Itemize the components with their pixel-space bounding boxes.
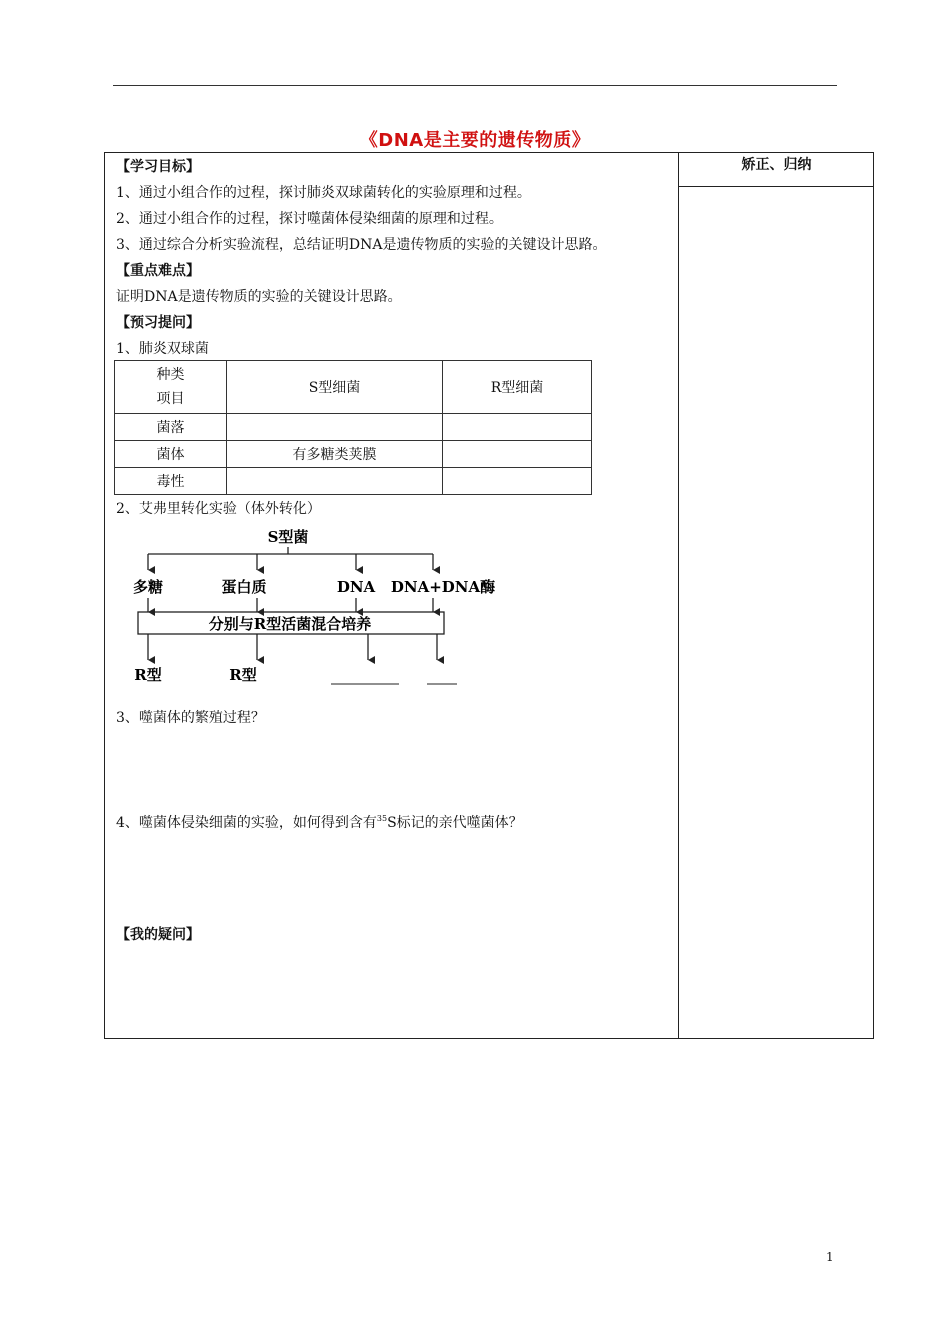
result-2: R型 [229, 666, 257, 684]
objective-2: 2、通过小组合作的过程，探讨噬菌体侵染细菌的原理和过程。 [116, 211, 503, 227]
header-rule [113, 85, 837, 86]
question-3: 3、噬菌体的繁殖过程？ [116, 710, 265, 726]
component-dna-dnase: DNA+DNA酶 [390, 578, 496, 596]
my-questions-heading: 【我的疑问】 [116, 927, 200, 943]
bacteria-table [114, 360, 592, 495]
col-header-r: R型细菌 [443, 361, 592, 414]
row-label: 毒性 [115, 468, 227, 495]
page-title: 《DNA是主要的遗传物质》 [359, 130, 591, 151]
component-dna: DNA [336, 578, 376, 596]
table-row [115, 468, 592, 495]
preview-heading: 【预习提问】 [116, 315, 200, 331]
key-points-text: 证明DNA是遗传物质的实验的关键设计思路。 [116, 289, 402, 305]
question-4: 4、噬菌体侵染细菌的实验，如何得到含有$^{35}$S标记的亲代噬菌体？ [116, 814, 523, 831]
objective-3: 3、通过综合分析实验流程，总结证明DNA是遗传物质的实验的关键设计思路。 [116, 237, 607, 253]
column-divider [678, 152, 679, 1039]
side-column-header: 矫正、归纳 [679, 152, 874, 187]
component-protein: 蛋白质 [221, 578, 267, 596]
key-points-heading: 【重点难点】 [116, 263, 200, 279]
objectives-heading: 【学习目标】 [116, 159, 200, 175]
cell-s [227, 414, 443, 441]
avery-experiment-diagram [110, 522, 510, 692]
culture-label: 分别与R型活菌混合培养 [208, 615, 372, 633]
cell-s: 有多糖类荚膜 [227, 441, 443, 468]
row-label: 菌体 [115, 441, 227, 468]
col-header-s: S型细菌 [227, 361, 443, 414]
question-2: 2、艾弗里转化实验（体外转化） [116, 501, 321, 517]
cell-s [227, 468, 443, 495]
cell-r [443, 468, 592, 495]
table-corner: 种类 项目 [115, 361, 227, 414]
objective-1: 1、通过小组合作的过程，探讨肺炎双球菌转化的实验原理和过程。 [116, 185, 531, 201]
diagram-source-label: S型菌 [267, 528, 309, 546]
question-1: 1、肺炎双球菌 [116, 341, 209, 357]
component-polysaccharide: 多糖 [132, 578, 164, 596]
cell-r [443, 414, 592, 441]
page-number: 1 [826, 1250, 834, 1264]
cell-r [443, 441, 592, 468]
row-label: 菌落 [115, 414, 227, 441]
table-row [115, 414, 592, 441]
table-row [115, 441, 592, 468]
result-1: R型 [134, 666, 162, 684]
